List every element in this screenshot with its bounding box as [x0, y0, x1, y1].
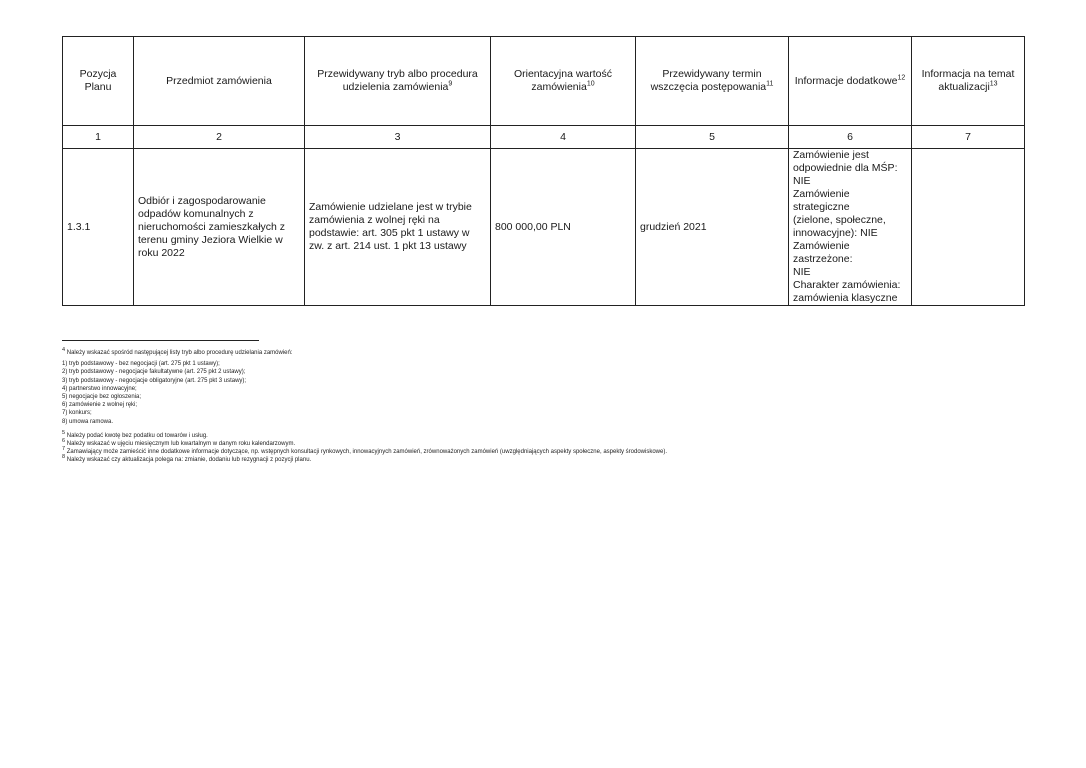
- column-number: 6: [789, 126, 912, 149]
- column-number-row: [63, 126, 1025, 149]
- procedure-type: Zamówienie udzielane jest w trybie zamówienia z wolnej ręki na podstawie: art. 305 pkt 1 ustawy w zw. z art. 214 ust. 1 pkt 13 ustawy: [305, 149, 491, 306]
- column-number: 4: [491, 126, 636, 149]
- additional-info: Zamówienie jest odpowiednie dla MŚP: NIE Zamówienie strategiczne (zielone, społeczne, innowacyjne): NIE Zamówienie zastrzeżone: NIE Charakter zamówienia: zamówienia klasyczne: [789, 149, 912, 306]
- column-number: 3: [305, 126, 491, 149]
- header-cell: Przewidywany termin wszczęcia postępowania$^{11}$: [636, 37, 789, 126]
- footnote-divider: [62, 340, 259, 341]
- column-number: 1: [63, 126, 134, 149]
- procedure-list: 1) tryb podstawowy - bez negocjacji (art. 275 pkt 1 ustawy); 2) tryb podstawowy - negocjacje fakultatywne (art. 275 pkt 2 ustawy); 3) tryb podstawowy - negocjacje obligatoryjne (art. 275 pkt 3 ustawy); 4) partnerstwo innowacyjne; 5) negocjacje bez ogłoszenia; 6) zamówienie z wolnej ręki; 7) konkurs; 8) umowa ramowa.: [62, 361, 247, 425]
- header-cell: Informacja na temat aktualizacji$^{13}$: [912, 37, 1025, 126]
- footnote-7: $^7$ Zamawiający może zamieścić inne dodatkowe informacje dotyczące, np. wstępnych konsultacji rynkowych, innowacyjnych zamówień, zrównoważonych zamówień (uwzględniających aspekty społeczne, aspekty środowiskowe).: [62, 446, 668, 456]
- column-number: 2: [134, 126, 305, 149]
- footnotes: [62, 340, 962, 465]
- header-cell: Orientacyjna wartość zamówienia$^{10}$: [491, 37, 636, 126]
- header-cell: Przewidywany tryb albo procedura udzielenia zamówienia$^9$: [305, 37, 491, 126]
- header-cell: Informacje dodatkowe$^{12}$: [789, 37, 912, 126]
- procurement-plan-table: [62, 36, 1025, 306]
- column-number: 5: [636, 126, 789, 149]
- header-cell: Przedmiot zamówienia: [134, 37, 305, 126]
- footnote-5: $^5$ Należy podać kwotę bez podatku od towarów i usług.: [62, 429, 208, 439]
- column-number: 7: [912, 126, 1025, 149]
- update-info: [912, 149, 1025, 306]
- order-subject: Odbiór i zagospodarowanie odpadów komunalnych z nieruchomości zamieszkałych z terenu gminy Jeziora Wielkie w roku 2022: [134, 149, 305, 306]
- footnote-4: $^4$ Należy wskazać spośród następującej listy tryb albo procedurę udzielania zamówień:: [62, 347, 293, 356]
- table-row: [63, 149, 1025, 306]
- planned-term: grudzień 2021: [636, 149, 789, 306]
- footnote-8: $^8$ Należy wskazać czy aktualizacja polega na: zmianie, dodaniu lub rezygnacji z pozycji planu.: [62, 454, 312, 464]
- header-row: [63, 37, 1025, 126]
- plan-position: 1.3.1: [63, 149, 134, 306]
- header-cell: Pozycja Planu: [63, 37, 134, 126]
- footnote-6: $^6$ Należy wskazać w ujęciu miesięcznym lub kwartalnym w danym roku kalendarzowym.: [62, 438, 296, 448]
- estimated-value: 800 000,00 PLN: [491, 149, 636, 306]
